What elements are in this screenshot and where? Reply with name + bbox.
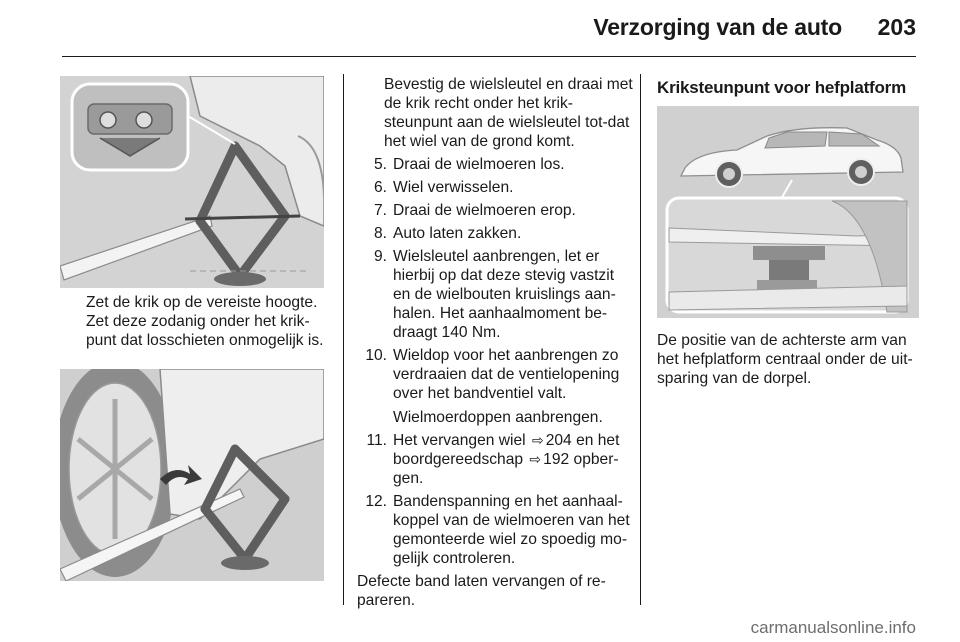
instructions-column: [355, 75, 635, 610]
page-reference-link[interactable]: 204: [545, 432, 572, 449]
instructions-outro: Defecte band laten vervangen of re-pareren.: [357, 573, 606, 609]
jack-height-caption: Zet de krik op de vereiste hoogte. Zet deze zodanig onder het krik-punt dat losschieten onmogelijk is.: [86, 294, 324, 349]
step-9: [355, 247, 635, 342]
step-text: en het boordgereedschap: [393, 432, 620, 468]
page-number: 203: [877, 14, 916, 40]
instruction-steps: [355, 155, 635, 568]
step-number: 12.: [365, 493, 387, 510]
lift-platform-illustration: [657, 106, 919, 318]
step-12: [355, 492, 635, 568]
step-number: 7.: [373, 202, 387, 219]
step-subtext: Wielmoerdoppen aanbrengen.: [393, 409, 603, 426]
step-text: Bandenspanning en het aanhaal-koppel van de wielmoeren van het gemonteerde wiel zo spoedig mo-gelijk controleren.: [393, 493, 630, 567]
jack-lifting-illustration: [60, 369, 324, 581]
section-heading: Kriksteunpunt voor hefplatform: [657, 78, 907, 97]
page-reference-arrow-icon: ⇨: [529, 451, 542, 467]
page-reference-arrow-icon: ⇨: [531, 432, 544, 448]
step-number: 8.: [373, 225, 387, 242]
step-text: Wieldop voor het aanbrengen zo verdraaien dat de ventielopening over het bandventiel valt.: [393, 347, 620, 402]
step-7: [355, 201, 635, 220]
step-number: 5.: [373, 156, 387, 173]
page-header-title: Verzorging van de auto: [593, 14, 842, 40]
step-text: Auto laten zakken.: [393, 225, 522, 242]
step-10: [355, 346, 635, 427]
step-text: Het vervangen wiel: [393, 432, 526, 449]
step-text: Draai de wielmoeren erop.: [393, 202, 576, 219]
step-text: Wiel verwisselen.: [393, 179, 514, 196]
step-5: [355, 155, 635, 174]
watermark: carmanualsonline.info: [750, 618, 916, 637]
column-rule-right: [640, 74, 641, 605]
jack-position-illustration: [60, 76, 324, 288]
header-rule: [62, 56, 916, 57]
step-number: 9.: [373, 248, 387, 265]
step-text: Draai de wielmoeren los.: [393, 156, 565, 173]
step-11: [355, 431, 635, 488]
step-text: Wielsleutel aanbrengen, let er hierbij op dat deze stevig vastzit en de wielbouten kruislings aan-halen. Het aanhaalmoment be-draagt 140 Nm.: [393, 248, 616, 341]
page-reference-link[interactable]: 192: [543, 451, 570, 468]
step-number: 11.: [366, 432, 387, 449]
step-number: 10.: [365, 347, 387, 364]
step-6: [355, 178, 635, 197]
step-8: [355, 224, 635, 243]
column-rule-left: [343, 74, 344, 605]
instructions-intro: Bevestig de wielsleutel en draai met de krik recht onder het krik-steunpunt aan de wielsleutel tot-dat het wiel van de grond komt.: [384, 76, 633, 150]
step-text: opber-gen.: [393, 451, 619, 487]
lift-platform-description: De positie van de achterste arm van het hefplatform centraal onder de uit-sparing van de dorpel.: [657, 332, 913, 387]
step-number: 6.: [373, 179, 387, 196]
